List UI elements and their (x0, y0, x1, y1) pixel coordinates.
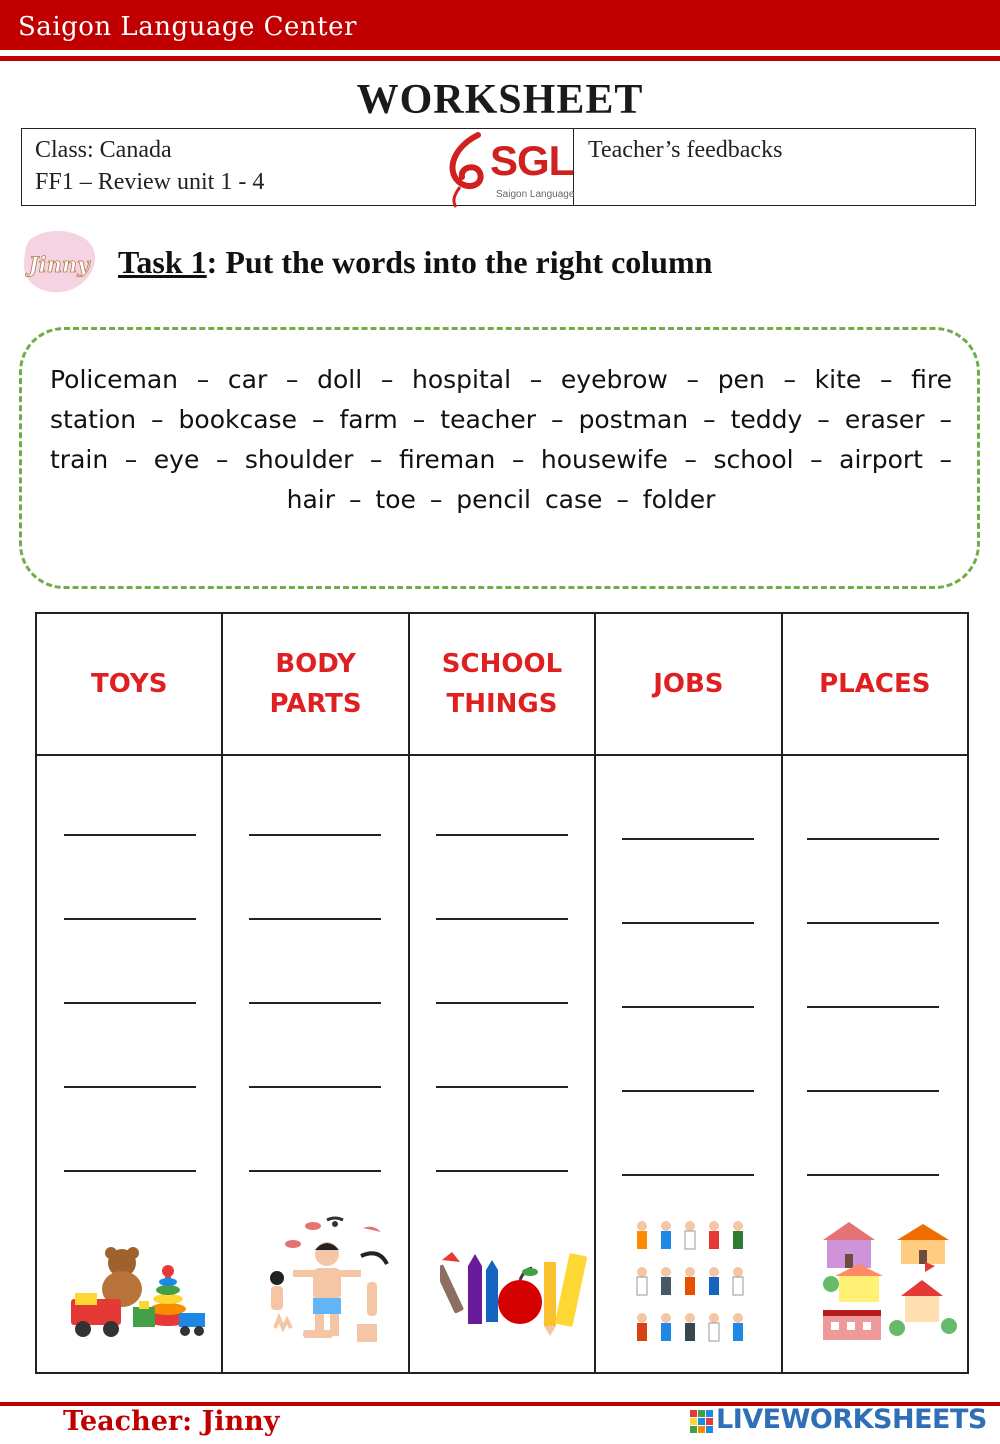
column-body-parts (222, 755, 408, 1373)
class-info-cell (22, 129, 574, 205)
task-instruction: : Put the words into the right column (206, 244, 713, 280)
logo-text: SGL (490, 137, 574, 184)
top-divider (0, 56, 1000, 61)
page-title: WORKSHEET (356, 77, 644, 123)
answer-blank[interactable] (436, 918, 568, 920)
liveworksheets-icon (690, 1410, 714, 1436)
answer-blank[interactable] (249, 1086, 381, 1088)
answer-blank[interactable] (436, 1002, 568, 1004)
teacher-feedback-label: Teacher’s feedbacks (588, 137, 783, 163)
answer-blank[interactable] (807, 1006, 939, 1008)
top-banner (0, 0, 1000, 50)
answer-blank[interactable] (807, 1090, 939, 1092)
sgl-logo (440, 131, 574, 203)
answer-blank[interactable] (64, 918, 196, 920)
word-bank-text: Policeman – car – doll – hospital – eyebrow – pen – kite – fire station – bookcase – farm – teacher – postman – teddy – eraser – train – eye – shoulder – fireman – housewife – school – airport – hair – toe – pencil case – folder (50, 365, 952, 514)
answer-row (36, 755, 968, 1373)
info-box (21, 128, 976, 206)
answer-blank[interactable] (622, 1006, 754, 1008)
answer-blank[interactable] (249, 1002, 381, 1004)
answer-blank[interactable] (622, 1174, 754, 1176)
answer-blank[interactable] (622, 1090, 754, 1092)
header-row (36, 613, 968, 755)
answer-blank[interactable] (249, 918, 381, 920)
answer-blank[interactable] (64, 1002, 196, 1004)
task-label: Task 1 (118, 244, 207, 280)
answer-blank[interactable] (64, 1086, 196, 1088)
brand-name: Saigon Language Center (18, 12, 357, 42)
answer-blank[interactable] (622, 838, 754, 840)
places-illustration (821, 1218, 959, 1348)
body-parts-illustration (263, 1216, 393, 1346)
answer-blank[interactable] (436, 1170, 568, 1172)
column-toys (36, 755, 222, 1373)
teacher-name: Teacher: Jinny (63, 1406, 280, 1437)
jinny-avatar-logo (20, 228, 98, 296)
toys-illustration (67, 1241, 207, 1341)
answer-blank[interactable] (807, 922, 939, 924)
class-label: Class: Canada (35, 137, 172, 163)
answer-blank[interactable] (64, 1170, 196, 1172)
word-bank-box (19, 327, 980, 589)
column-header-jobs: JOBS (595, 613, 781, 755)
task-heading (118, 244, 712, 281)
school-things-illustration (440, 1246, 590, 1336)
answer-blank[interactable] (436, 1086, 568, 1088)
answer-blank[interactable] (436, 834, 568, 836)
column-header-school-things: SCHOOL THINGS (409, 613, 595, 755)
column-header-places: PLACES (782, 613, 968, 755)
column-header-toys: TOYS (36, 613, 222, 755)
answer-blank[interactable] (249, 834, 381, 836)
sorting-table (35, 612, 969, 1374)
column-header-body-parts: BODY PARTS (222, 613, 408, 755)
column-places (782, 755, 968, 1373)
logo-subtext: Saigon Language (496, 189, 575, 200)
answer-blank[interactable] (622, 922, 754, 924)
answer-blank[interactable] (807, 1174, 939, 1176)
liveworksheets-text: LIVEWORKSHEETS (716, 1404, 987, 1435)
answer-blank[interactable] (807, 838, 939, 840)
column-jobs (595, 755, 781, 1373)
answer-blank[interactable] (249, 1170, 381, 1172)
unit-label: FF1 – Review unit 1 - 4 (35, 169, 265, 195)
avatar-text: Jinny (28, 252, 90, 277)
answer-blank[interactable] (64, 834, 196, 836)
jobs-illustration (632, 1218, 762, 1350)
column-school-things (409, 755, 595, 1373)
